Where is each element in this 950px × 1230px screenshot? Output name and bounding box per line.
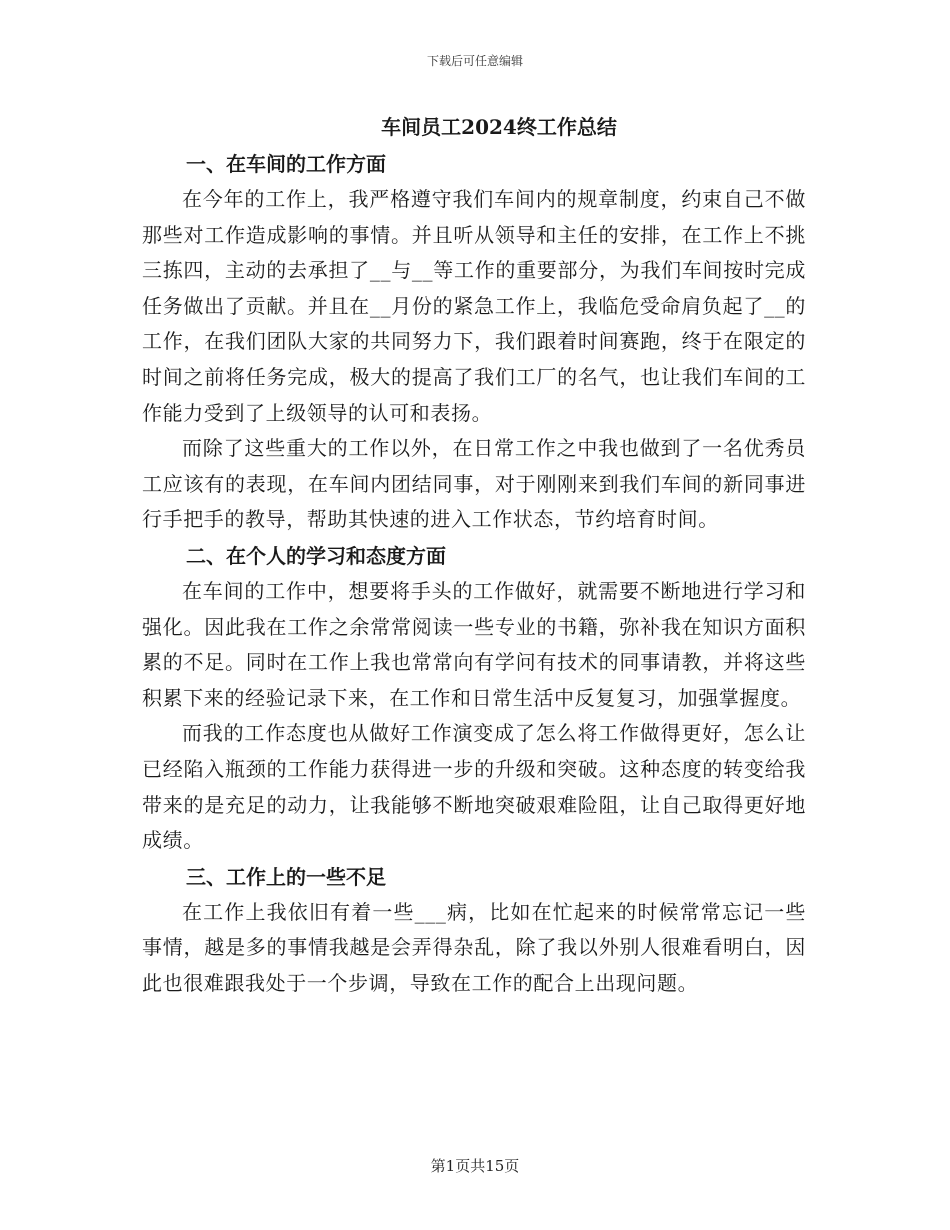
- page-number-footer: 第1页共15页: [430, 1157, 520, 1175]
- section-heading: 一、在车间的工作方面: [186, 152, 386, 176]
- section-heading: 二、在个人的学习和态度方面: [186, 543, 446, 568]
- document-title: 车间员工2024终工作总结: [381, 115, 617, 139]
- section-heading: 三、工作上的一些不足: [186, 864, 386, 889]
- paragraph: 在车间的工作中，想要将手头的工作做好，就需要不断地进行学习和强化。因此我在工作之余常常阅读一些专业的书籍，弥补我在知识方面积累的不足。同时在工作上我也常常向有学问有技术的同事请教，并将这些积累下来的经验记录下来，在工作和日常生活中反复复习，加强掌握度。: [142, 578, 806, 710]
- section-2: [142, 538, 806, 859]
- paragraph: 在今年的工作上，我严格遵守我们车间内的规章制度，约束自己不做那些对工作造成影响的事情。并且听从领导和主任的安排，在工作上不挑三拣四，主动的去承担了__与__等工作的重要部分，为我们车间按时完成任务做出了贡献。并且在__月份的紧急工作上，我临危受命肩负起了__的工作，在我们团队大家的共同努力下，我们跟着时间赛跑，终于在限定的时间之前将任务完成，极大的提高了我们工厂的名气，也让我们车间的工作能力受到了上级领导的认可和表扬。: [142, 187, 806, 425]
- section-1: [142, 146, 806, 538]
- document-body: [142, 108, 806, 1001]
- paragraph: 而我的工作态度也从做好工作演变成了怎么将工作做得更好，怎么让已经陷入瓶颈的工作能力获得进一步的升级和突破。这种态度的转变给我带来的是充足的动力，让我能够不断地突破艰难险阻，让自己取得更好地成绩。: [142, 721, 806, 853]
- section-3: [142, 859, 806, 1002]
- paragraph: 在工作上我依旧有着一些___病，比如在忙起来的时候常常忘记一些事情，越是多的事情我越是会弄得杂乱，除了我以外别人很难看明白，因此也很难跟我处于一个步调，导致在工作的配合上出现问题。: [142, 899, 806, 995]
- header-note: 下载后可任意编辑: [426, 54, 523, 68]
- paragraph: 而除了这些重大的工作以外，在日常工作之中我也做到了一名优秀员工应该有的表现，在车间内团结同事，对于刚刚来到我们车间的新同事进行手把手的教导，帮助其快速的进入工作状态，节约培育时间。: [142, 436, 806, 532]
